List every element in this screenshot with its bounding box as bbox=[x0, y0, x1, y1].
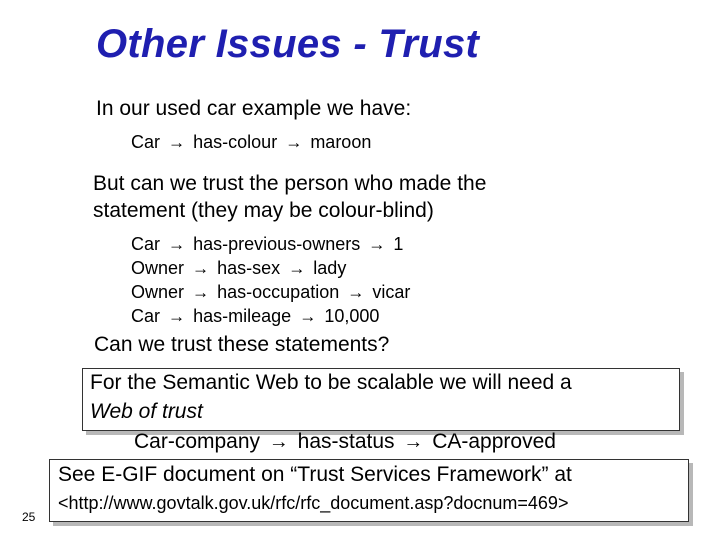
arrow-icon: → bbox=[368, 235, 386, 254]
predicate: has-previous-owners bbox=[193, 234, 361, 254]
arrow-icon: → bbox=[192, 259, 210, 278]
question-line-1: But can we trust the person who made the bbox=[93, 172, 487, 195]
slide-number: 25 bbox=[22, 510, 36, 524]
arrow-icon: → bbox=[192, 283, 210, 302]
object: CA-approved bbox=[432, 430, 556, 453]
predicate: has-colour bbox=[193, 132, 278, 152]
subject: Owner bbox=[131, 282, 185, 302]
predicate: has-status bbox=[297, 430, 395, 453]
subject: Car bbox=[131, 306, 161, 326]
statement-item bbox=[131, 282, 410, 303]
arrow-icon: → bbox=[347, 283, 365, 302]
arrow-icon: → bbox=[268, 431, 289, 453]
intro-text: In our used car example we have: bbox=[96, 97, 412, 120]
predicate: has-occupation bbox=[217, 282, 340, 302]
predicate: has-sex bbox=[217, 258, 281, 278]
arrow-icon: → bbox=[299, 307, 317, 326]
statement-item bbox=[131, 234, 403, 255]
web-of-trust-line-2: Web of trust bbox=[90, 400, 203, 423]
arrow-icon: → bbox=[288, 259, 306, 278]
object: 10,000 bbox=[324, 306, 380, 326]
arrow-icon: → bbox=[168, 307, 186, 326]
subject: Car bbox=[131, 132, 161, 152]
object: 1 bbox=[393, 234, 404, 254]
predicate: has-mileage bbox=[193, 306, 292, 326]
object: maroon bbox=[310, 132, 372, 152]
slide-title: Other Issues - Trust bbox=[96, 22, 480, 66]
statement-item bbox=[131, 258, 346, 279]
reference-url[interactable]: <http://www.govtalk.gov.uk/rfc/rfc_document.asp?docnum=469> bbox=[58, 493, 569, 513]
object: lady bbox=[313, 258, 347, 278]
statement-item bbox=[131, 306, 379, 327]
question-2: Can we trust these statements? bbox=[94, 333, 390, 356]
object: vicar bbox=[372, 282, 411, 302]
arrow-icon: → bbox=[168, 133, 186, 152]
arrow-icon: → bbox=[403, 431, 424, 453]
subject: Car bbox=[131, 234, 161, 254]
subject: Owner bbox=[131, 258, 185, 278]
arrow-icon: → bbox=[285, 133, 303, 152]
web-of-trust-line-1: For the Semantic Web to be scalable we will need a bbox=[90, 371, 572, 394]
reference-line-1: See E-GIF document on “Trust Services Framework” at bbox=[58, 463, 572, 486]
car-company-statement bbox=[134, 430, 556, 454]
question-line-2: statement (they may be colour-blind) bbox=[93, 199, 434, 222]
subject: Car-company bbox=[134, 430, 261, 453]
example-statement bbox=[131, 132, 371, 153]
arrow-icon: → bbox=[168, 235, 186, 254]
